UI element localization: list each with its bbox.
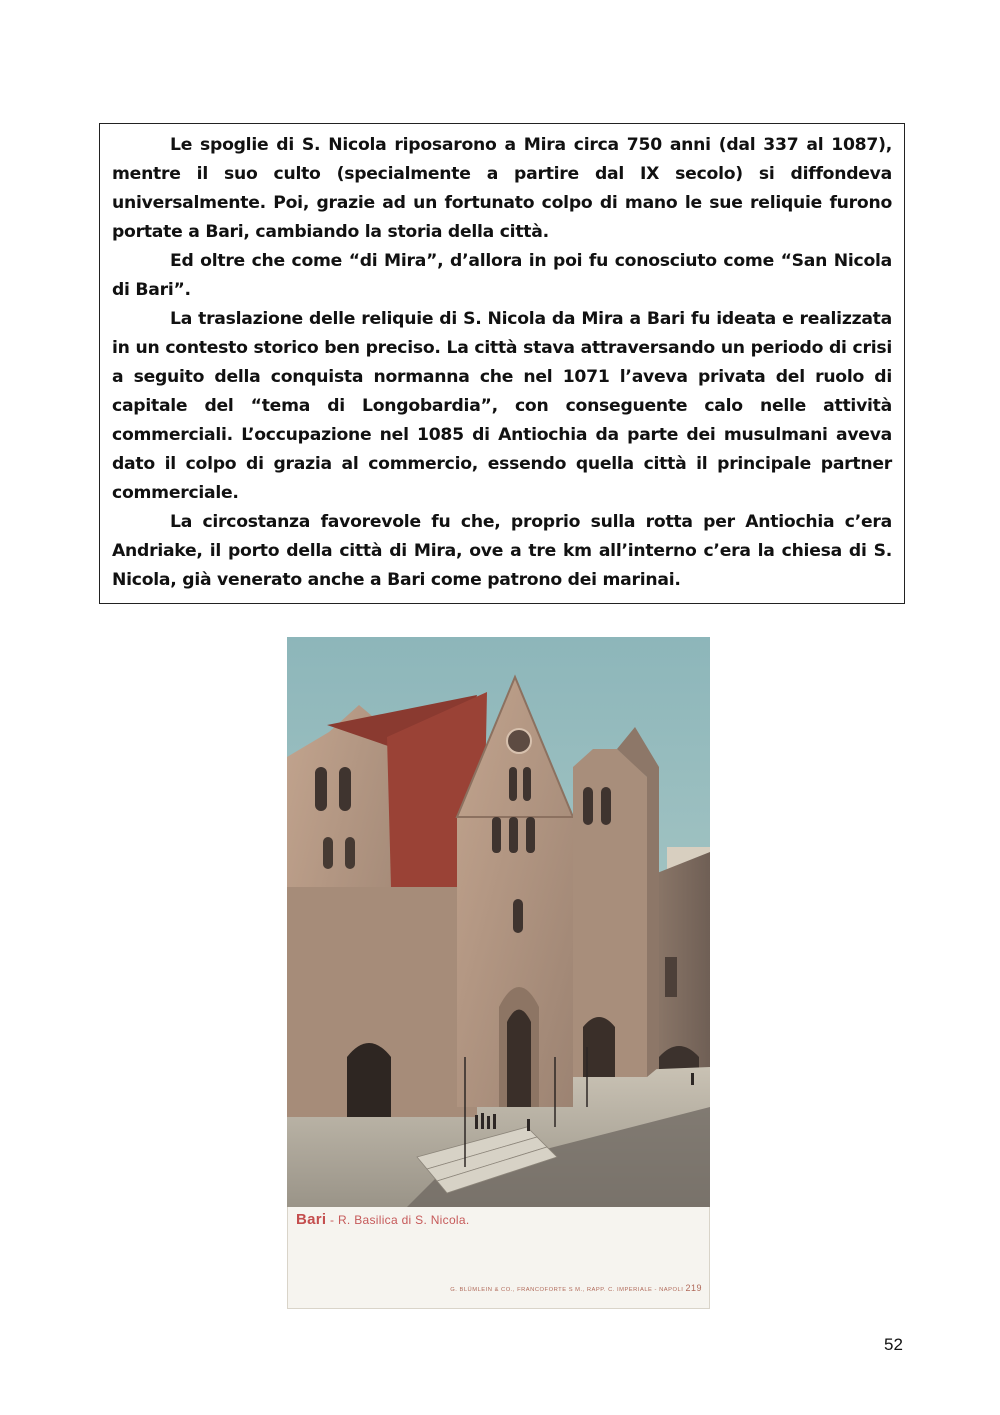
caption-title: - R. Basilica di S. Nicola. <box>326 1213 470 1227</box>
paragraph-1: Le spoglie di S. Nicola riposarono a Mira circa 750 anni (dal 337 al 1087), mentre il suo culto (specialmente a partire dal IX secolo) si diffondeva universalmente. Poi, grazie ad un fortunato colpo di mano le sue reliquie furono portate a Bari, cambiando la storia della città. <box>112 135 892 242</box>
page-number: 52 <box>884 1335 903 1354</box>
postcard-number: 219 <box>685 1283 702 1293</box>
postcard-publisher-line <box>450 1283 702 1293</box>
paragraph-2: Ed oltre che come “di Mira”, d’allora in poi fu conosciuto come “San Nicola di Bari”. <box>112 251 892 300</box>
postcard-image <box>287 637 710 1309</box>
caption-place: Bari <box>296 1211 327 1228</box>
paragraph-4: La circostanza favorevole fu che, proprio sulla rotta per Antiochia c’era Andriake, il porto della città di Mira, ove a tre km all’interno c’era la chiesa di S. Nicola, già venerato anche a Bari come patrono dei marinai. <box>112 512 892 590</box>
text-frame <box>99 123 905 604</box>
basilica-illustration <box>287 637 710 1207</box>
postcard-caption <box>296 1211 470 1228</box>
paragraph-3: La traslazione delle reliquie di S. Nicola da Mira a Bari fu ideata e realizzata in un contesto storico ben preciso. La città stava attraversando un periodo di crisi a seguito della conquista normanna che nel 1071 l’aveva privata del ruolo di capitale del “tema di Longobardia”, con conseguente calo nelle attività commerciali. L’occupazione nel 1085 di Antiochia da parte dei musulmani aveva dato il colpo di grazia al commercio, essendo quella città il principale partner commerciale. <box>112 309 892 503</box>
publisher-text: G. BLÜMLEIN & CO., FRANCOFORTE S M., RAPP. C. IMPERIALE - NAPOLI <box>450 1287 684 1293</box>
